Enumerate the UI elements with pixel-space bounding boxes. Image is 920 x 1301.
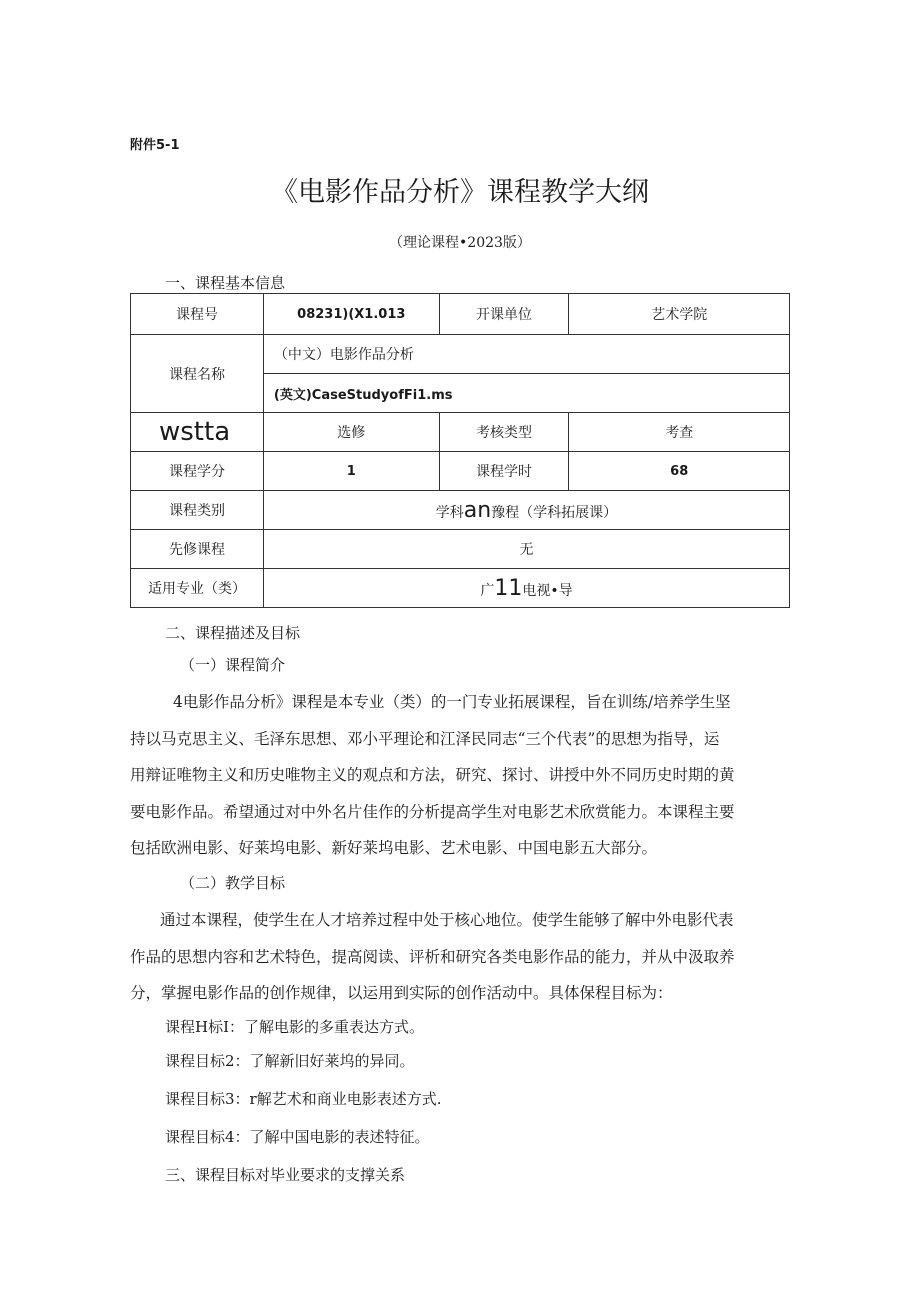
course-nature-label: wstta [131, 413, 264, 452]
hours-label: 课程学时 [439, 452, 569, 491]
course-no-label: 课程号 [131, 294, 264, 335]
course-name-cn: （中文）电影作品分析 [263, 335, 789, 374]
major-value [263, 569, 789, 608]
prereq-label: 先修课程 [131, 530, 264, 569]
table-row [131, 569, 790, 608]
credit-label: 课程学分 [131, 452, 264, 491]
major-label: 适用专业（类） [131, 569, 264, 608]
major-value-part: 电视•导 [522, 582, 573, 599]
section-2-heading: 二、课程描述及目标 [165, 624, 301, 642]
table-row [131, 491, 790, 530]
table-row [131, 294, 790, 335]
assess-type-label: 考核类型 [439, 413, 569, 452]
paragraph-line: 用辩证唯物主义和历史唯物主义的观点和方法，研究、探讨、讲授中外不同历史时期的黄 [130, 766, 735, 784]
category-value-part: 学科 [435, 504, 464, 521]
goal-heading: （二）教学目标 [180, 874, 286, 892]
course-nature-value: 选修 [263, 413, 439, 452]
document-title: 《电影作品分析》课程教学大纲 [271, 177, 649, 208]
objective-item: 课程目标3：r解艺术和商业电影表述方式. [165, 1090, 442, 1108]
section-1-heading: 一、课程基本信息 [165, 274, 286, 292]
major-value-part: 广 [480, 582, 495, 599]
prereq-value: 无 [263, 530, 789, 569]
table-row [131, 452, 790, 491]
intro-paragraph [130, 684, 790, 867]
table-row [131, 530, 790, 569]
course-name-label: 课程名称 [131, 335, 264, 413]
category-label: 课程类别 [131, 491, 264, 530]
goal-paragraph [130, 902, 790, 1012]
attachment-label: 附件5-1 [130, 138, 180, 153]
paragraph-line: 要电影作品。希望通过对中外名片佳作的分析提高学生对电影艺术欣赏能力。本课程主要 [130, 802, 735, 821]
paragraph-line: 包括欧洲电影、好莱坞电影、新好莱坞电影、艺术电影、中国电影五大部分。 [130, 839, 658, 857]
intro-heading: （一）课程简介 [180, 656, 286, 674]
paragraph-line: 作品的思想内容和艺术特色，提高阅读、评析和研究各类电影作品的能力，并从中汲取养 [130, 947, 735, 966]
objective-item: 课程目标2：了解新旧好莱坞的异同。 [165, 1052, 415, 1070]
table-row [131, 413, 790, 452]
paragraph-line: 持以马克思主义、毛泽东思想、邓小平理论和江泽民同志“三个代表”的思想为指导，运 [130, 729, 720, 748]
table-row [131, 335, 790, 374]
paragraph-line: 分，掌握电影作品的创作规律，以运用到实际的创作活动中。具体保程目标为： [130, 984, 673, 1002]
course-no-value: 08231)(X1.013 [263, 294, 439, 335]
category-value-part: 豫程（学科拓展课） [491, 504, 618, 521]
credit-value: 1 [263, 452, 439, 491]
dept-label: 开课单位 [439, 294, 569, 335]
section-3-heading: 三、课程目标对毕业要求的支撑关系 [165, 1166, 406, 1184]
assess-type-value: 考查 [569, 413, 790, 452]
category-value [263, 491, 789, 530]
objective-item: 课程H标I：了解电影的多重表达方式。 [165, 1018, 425, 1036]
category-value-part: an [463, 497, 492, 523]
dept-value: 艺术学院 [569, 294, 790, 335]
paragraph-line: 通过本课程，使学生在人才培养过程中处于核心地位。使学生能够了解中外电影代表 [160, 911, 734, 929]
course-info-table [130, 293, 790, 608]
objective-item: 课程目标4：了解中国电影的表述特征。 [165, 1128, 430, 1146]
major-value-part: 11 [494, 575, 523, 601]
hours-value: 68 [569, 452, 790, 491]
paragraph-line: 4电影作品分析》课程是本专业（类）的一门专业拓展课程，旨在训练/培养学生坚 [173, 693, 731, 711]
course-name-en: (英文)CaseStudyofFi1.ms [263, 374, 789, 413]
document-subtitle: （理论课程•2023版） [389, 235, 531, 251]
